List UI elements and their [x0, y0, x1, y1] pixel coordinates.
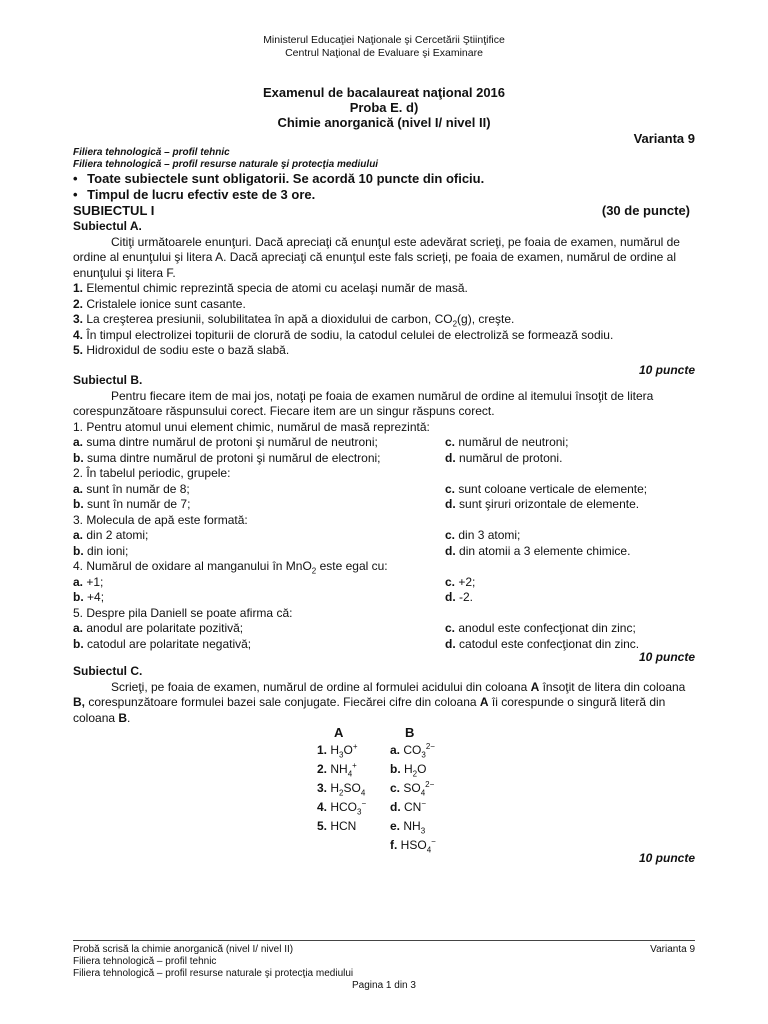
page-number: Pagina 1 din 3: [352, 980, 416, 991]
subiect-c-section: [73, 664, 695, 726]
answer-row: b. suma dintre numărul de protoni şi numărul de electroni; d. numărul de protoni.: [73, 450, 563, 465]
answer-row: b. catodul are polaritate negativă; d. catodul este confecţionat din zinc.: [73, 636, 640, 651]
instruction-text: Timpul de lucru efectiv este de 3 ore.: [87, 187, 316, 202]
answer-row: a. din 2 atomi; c. din 3 atomi;: [73, 528, 521, 542]
footer-title: Probă scrisă la chimie anorganică (nivel I/ nivel II): [73, 944, 294, 955]
column-a-header: A: [334, 725, 344, 740]
answer-row: b. +4; d. -2.: [73, 590, 474, 604]
answer-row: a. anodul are polaritate pozitivă; c. anodul este confecţionat din zinc;: [73, 621, 636, 635]
exam-subject: Chimie anorganică (nivel I/ nivel II): [277, 115, 491, 130]
question: 2. În tabelul periodic, grupele:: [73, 466, 231, 480]
question: 4. Numărul de oxidare al manganului în MnO$_2$ este egal cu:: [73, 559, 388, 576]
list-item: 2. Cristalele ionice sunt casante.: [73, 296, 246, 311]
column-b: [390, 741, 436, 855]
subiect-a-points: 10 puncte: [638, 362, 695, 377]
footer-divider: [73, 940, 695, 941]
exam-title: Examenul de bacalaureat naţional 2016: [262, 85, 506, 100]
filiera-1: Filiera tehnologică – profil tehnic: [73, 147, 230, 158]
formula-b-e: e. $NH_3$: [390, 819, 426, 836]
formula-a1: 1. $H_3O^+$: [317, 742, 358, 760]
answer-row: a. suma dintre numărul de protoni şi numărul de neutroni; c. numărul de neutroni;: [73, 435, 569, 449]
footer-filiera-2: Filiera tehnologică – profil resurse naturale şi protecţia mediului: [73, 968, 354, 979]
formula-b-c: c. $SO_4^{2-}$: [390, 780, 435, 798]
filiera-2: Filiera tehnologică – profil resurse naturale şi protecţia mediului: [73, 159, 379, 170]
subiect-b-label: Subiectul B.: [73, 373, 143, 387]
answer-row: a. +1; c. +2;: [73, 574, 476, 589]
ministry-line: Ministerul Educaţiei Naţionale şi Cercetării Ştiinţifice: [263, 34, 505, 46]
formula-a5: 5. HCN: [317, 819, 357, 833]
formula-a4: 4. $HCO_3^-$: [317, 799, 367, 817]
column-b-header: B: [405, 725, 415, 740]
answer-row: a. sunt în număr de 8; c. sunt coloane verticale de elemente;: [73, 481, 648, 496]
footer-filiera-1: Filiera tehnologică – profil tehnic: [73, 956, 217, 967]
list-item: 4. În timpul electrolizei topiturii de clorură de sodiu, la catodul celulei de electroliză se formează sodiu.: [73, 327, 614, 342]
subiect-b-section: [73, 373, 695, 666]
subiect-c-label: Subiectul C.: [73, 664, 143, 678]
subiect-c-points: 10 puncte: [638, 851, 695, 865]
formula-a3: 3. $H_2SO_4$: [317, 781, 366, 798]
subject-1-points: (30 de puncte): [601, 203, 690, 218]
instruction-bullet: • Timpul de lucru efectiv este de 3 ore.: [73, 187, 316, 202]
instruction-bullet: • Toate subiectele sunt obligatorii. Se acordă 10 puncte din oficiu.: [73, 171, 485, 186]
formula-b-f: f. $HSO_4^-$: [390, 837, 436, 855]
answer-row: b. sunt în număr de 7; d. sunt şiruri orizontale de elemente.: [73, 497, 640, 511]
list-item: 1. Elementul chimic reprezintă specia de atomi cu acelaşi număr de masă.: [73, 281, 468, 295]
exam-proba: Proba E. d): [349, 100, 419, 115]
list-item: 3. La creşterea presiunii, solubilitatea în apă a dioxidului de carbon, $CO_2(g)$, creşte.: [73, 312, 515, 329]
formula-a2: 2. $NH_4^+$: [317, 761, 357, 779]
formula-b-b: b. $H_2O$: [390, 762, 427, 779]
subiect-a-section: [73, 219, 695, 378]
answer-row: b. din ioni; d. din atomii a 3 elemente chimice.: [73, 543, 631, 558]
subiect-c-intro: Scrieţi, pe foaia de examen, numărul de ordine al formulei acidului din coloana A însoţit de litera din coloana B, corespunzătoare formulei bazei sale conjugate. Fiecărei cifre din coloana A îi corespunde o singură literă din coloana B.: [73, 679, 686, 725]
subject-1-label: SUBIECTUL I: [73, 203, 155, 218]
question: 3. Molecula de apă este formată:: [73, 512, 248, 527]
variant-label: Varianta 9: [633, 131, 695, 146]
footer-variant: Varianta 9: [650, 944, 695, 955]
subiect-a-intro: Citiţi următoarele enunţuri. Dacă apreciaţi că enunţul este adevărat scrieţi, pe foaia de examen, numărul de ordine al enunţului şi litera A. Dacă apreciaţi că enunţul este fals scrieţi, pe foaia de examen, numărul de ordine al enunţului şi litera F.: [73, 234, 680, 280]
subiect-b-intro: Pentru fiecare item de mai jos, notaţi pe foaia de examen numărul de ordine al itemului însoţit de litera corespunzătoare răspunsului corect. Fiecare item are un singur răspuns corect.: [73, 388, 654, 418]
instruction-text: Toate subiectele sunt obligatorii. Se acordă 10 puncte din oficiu.: [87, 171, 485, 186]
subiect-b-points: 10 puncte: [638, 650, 695, 664]
formula-b-a: a. $CO_3^{2-}$: [390, 742, 435, 760]
subiect-a-label: Subiectul A.: [73, 219, 142, 233]
column-a: [317, 741, 366, 836]
footer: [73, 944, 695, 992]
question: 5. Despre pila Daniell se poate afirma că:: [73, 605, 293, 620]
center-line: Centrul Naţional de Evaluare şi Examinare: [285, 47, 483, 59]
list-item: 5. Hidroxidul de sodiu este o bază slabă.: [73, 343, 290, 357]
question: 1. Pentru atomul unui element chimic, numărul de masă reprezintă:: [73, 419, 430, 434]
formula-b-d: d. CN−: [390, 799, 427, 814]
